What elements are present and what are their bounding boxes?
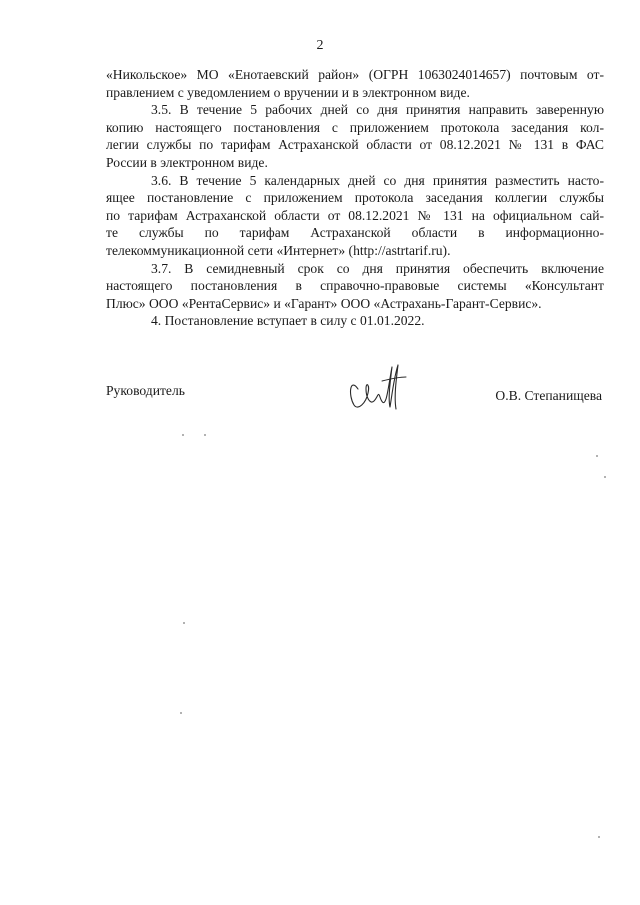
paragraph-3-7 [106,260,604,313]
text-line: России в электронном виде. [106,154,268,170]
scan-speck [182,434,184,436]
text-line: по тарифам Астраханской области от 08.12.2021 № 131 на официальном сай- [106,207,604,223]
text-line: 3.5. В течение 5 рабочих дней со дня принятия направить заверенную [151,102,604,118]
text-line: «Никольское» МО «Енотаевский район» (ОГРН 1063024014657) почтовым от- [106,67,604,82]
paragraph-3-6 [106,172,604,260]
paragraph-4 [106,312,604,330]
signatory-name: О.В. Степанищева [495,388,602,403]
paragraph-3-5 [106,101,604,171]
text-line: 4. Постановление вступает в силу с 01.01.2022. [151,313,425,329]
text-line: те службы по тарифам Астраханской области в информационно- [106,225,604,241]
text-line: 3.6. В течение 5 календарных дней со дня принятия разместить насто- [151,172,604,188]
text-line: легии службы по тарифам Астраханской области от 08.12.2021 № 131 в ФАС [106,137,604,153]
scan-speck [604,476,606,478]
scan-speck [596,455,598,457]
scan-speck [183,622,185,624]
text-line: правлением с уведомлением о вручении и в электронном виде. [106,84,470,100]
scan-speck [204,434,206,436]
scan-speck [180,712,182,714]
handwritten-signature [336,355,412,417]
text-line: настоящего постановления в справочно-правовые системы «Консультант [106,278,604,294]
document-body [106,66,604,330]
paragraph-continuation [106,66,604,101]
signatory-title: Руководитель [106,383,185,398]
text-line: телекоммуникационной сети «Интернет» (http://astrtarif.ru). [106,242,451,258]
text-line: ящее постановление с приложением протокола заседания коллегии службы [106,190,604,206]
text-line: копию настоящего постановления с приложением протокола заседания кол- [106,119,604,135]
text-line: Плюс» ООО «РентаСервис» и «Гарант» ООО «Астрахань-Гарант-Сервис». [106,295,542,311]
page-number: 2 [316,38,324,53]
text-line: 3.7. В семидневный срок со дня принятия обеспечить включение [151,260,604,276]
scan-speck [598,836,600,838]
